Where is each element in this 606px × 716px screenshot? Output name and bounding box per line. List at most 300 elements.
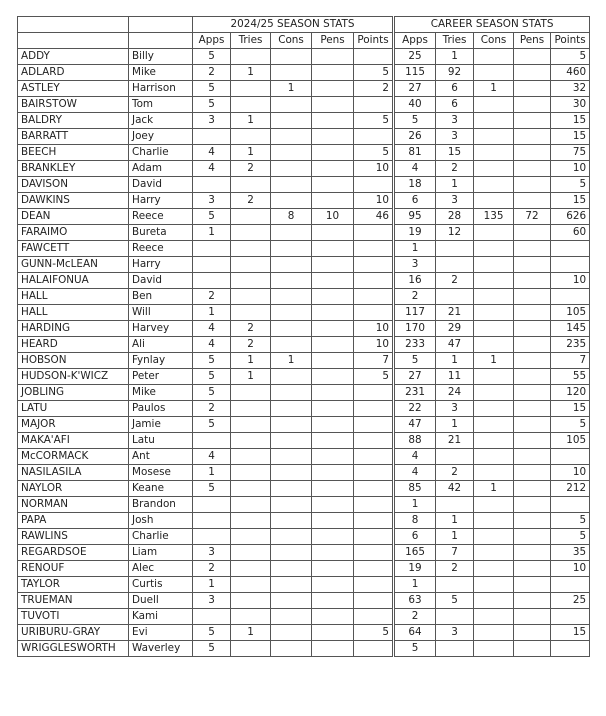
career-cons-cell [474,577,514,593]
career-cons-cell [474,337,514,353]
season-tries-cell [231,225,271,241]
season-points-cell [354,577,394,593]
career-apps-cell: 5 [394,353,436,369]
season-pens-header: Pens [312,33,354,49]
career-tries-cell [436,577,474,593]
season-cons-cell [271,449,312,465]
season-tries-cell [231,449,271,465]
player-row [18,545,590,561]
season-apps-cell [193,177,231,193]
season-cons-cell [271,113,312,129]
player-row [18,609,590,625]
career-apps-cell: 4 [394,161,436,177]
career-apps-cell: 64 [394,625,436,641]
season-points-cell [354,289,394,305]
career-tries-cell: 1 [436,529,474,545]
career-cons-cell [474,497,514,513]
player-surname: BRANKLEY [18,161,129,177]
career-points-cell: 5 [551,513,590,529]
player-surname: PAPA [18,513,129,529]
career-pens-cell [514,145,551,161]
season-points-cell [354,641,394,657]
career-points-cell: 145 [551,321,590,337]
season-tries-cell: 1 [231,145,271,161]
career-pens-cell [514,433,551,449]
career-apps-cell: 26 [394,129,436,145]
season-apps-cell: 5 [193,49,231,65]
career-points-cell: 10 [551,273,590,289]
career-tries-cell: 3 [436,401,474,417]
season-apps-cell: 1 [193,305,231,321]
season-pens-cell [312,401,354,417]
season-pens-cell [312,145,354,161]
season-pens-cell [312,193,354,209]
career-apps-cell: 85 [394,481,436,497]
career-points-cell: 15 [551,625,590,641]
season-points-cell [354,225,394,241]
career-apps-cell: 5 [394,113,436,129]
season-points-cell [354,497,394,513]
season-tries-cell [231,593,271,609]
player-first-name: Peter [129,369,193,385]
career-apps-cell: 27 [394,369,436,385]
career-points-cell [551,241,590,257]
career-cons-cell [474,113,514,129]
player-first-name: Bureta [129,225,193,241]
season-apps-cell [193,257,231,273]
player-surname: McCORMACK [18,449,129,465]
season-cons-cell [271,369,312,385]
career-points-cell: 5 [551,177,590,193]
season-tries-cell [231,81,271,97]
career-pens-cell [514,321,551,337]
blank-header-cell [129,17,193,33]
season-tries-cell [231,529,271,545]
blank-header-cell [129,33,193,49]
career-pens-cell [514,65,551,81]
player-first-name: Jack [129,113,193,129]
career-points-cell: 15 [551,193,590,209]
player-first-name: Jamie [129,417,193,433]
player-first-name: Fynlay [129,353,193,369]
blank-header-cell [18,17,129,33]
season-points-cell: 5 [354,625,394,641]
career-cons-cell [474,513,514,529]
career-pens-cell [514,273,551,289]
career-tries-cell: 6 [436,97,474,113]
season-pens-cell [312,273,354,289]
player-surname: NAYLOR [18,481,129,497]
career-cons-cell [474,65,514,81]
player-first-name: Harrison [129,81,193,97]
season-points-cell [354,465,394,481]
player-row [18,577,590,593]
season-cons-cell [271,129,312,145]
career-apps-cell: 27 [394,81,436,97]
season-tries-cell [231,401,271,417]
career-tries-cell [436,241,474,257]
career-points-cell [551,641,590,657]
career-cons-cell [474,417,514,433]
season-tries-cell [231,97,271,113]
career-points-cell [551,257,590,273]
player-row [18,625,590,641]
season-pens-cell [312,529,354,545]
season-points-cell [354,241,394,257]
career-pens-cell [514,97,551,113]
career-points-cell: 60 [551,225,590,241]
career-apps-cell: 5 [394,641,436,657]
season-points-cell: 10 [354,321,394,337]
season-tries-header: Tries [231,33,271,49]
career-tries-cell: 1 [436,417,474,433]
season-tries-cell [231,417,271,433]
season-points-cell [354,417,394,433]
season-tries-cell [231,241,271,257]
season-points-cell [354,545,394,561]
player-row [18,273,590,289]
season-points-cell [354,305,394,321]
career-pens-cell [514,497,551,513]
season-points-cell [354,385,394,401]
career-tries-cell: 1 [436,513,474,529]
career-points-cell: 105 [551,305,590,321]
career-apps-cell: 6 [394,193,436,209]
career-points-cell: 15 [551,129,590,145]
player-first-name: David [129,177,193,193]
player-first-name: Joey [129,129,193,145]
season-pens-cell [312,641,354,657]
player-surname: JOBLING [18,385,129,401]
career-cons-cell [474,97,514,113]
season-apps-cell [193,241,231,257]
season-pens-cell [312,353,354,369]
career-tries-cell: 1 [436,49,474,65]
season-tries-cell: 1 [231,113,271,129]
career-points-cell [551,289,590,305]
career-apps-cell: 19 [394,225,436,241]
career-points-cell [551,449,590,465]
season-pens-cell [312,129,354,145]
season-cons-cell [271,97,312,113]
season-points-cell: 10 [354,337,394,353]
season-cons-cell [271,193,312,209]
career-apps-cell: 2 [394,289,436,305]
season-points-cell [354,49,394,65]
career-pens-cell [514,177,551,193]
season-apps-cell: 1 [193,465,231,481]
career-pens-cell [514,305,551,321]
season-pens-cell [312,385,354,401]
career-tries-cell: 5 [436,593,474,609]
career-cons-cell [474,161,514,177]
column-header-row [18,33,590,49]
career-tries-cell: 21 [436,305,474,321]
player-surname: HALAIFONUA [18,273,129,289]
season-apps-cell: 5 [193,481,231,497]
career-apps-cell: 231 [394,385,436,401]
season-tries-cell: 1 [231,65,271,81]
career-points-header: Points [551,33,590,49]
season-cons-cell [271,625,312,641]
career-tries-cell: 2 [436,465,474,481]
player-first-name: Tom [129,97,193,113]
season-pens-cell [312,161,354,177]
player-first-name: Evi [129,625,193,641]
career-points-cell: 120 [551,385,590,401]
career-pens-cell [514,113,551,129]
season-apps-cell: 3 [193,113,231,129]
player-first-name: Brandon [129,497,193,513]
career-cons-cell [474,321,514,337]
career-points-cell: 105 [551,433,590,449]
season-cons-cell [271,513,312,529]
career-cons-cell: 1 [474,81,514,97]
career-pens-cell [514,49,551,65]
career-tries-cell: 1 [436,177,474,193]
player-surname: MAKA'AFI [18,433,129,449]
player-row [18,593,590,609]
career-cons-cell [474,433,514,449]
career-cons-cell [474,289,514,305]
player-row [18,65,590,81]
career-tries-cell: 2 [436,561,474,577]
season-cons-cell [271,577,312,593]
season-tries-cell [231,289,271,305]
player-first-name: Keane [129,481,193,497]
career-pens-cell [514,193,551,209]
season-apps-header: Apps [193,33,231,49]
career-pens-cell [514,417,551,433]
season-pens-cell [312,609,354,625]
season-apps-cell: 2 [193,561,231,577]
career-pens-cell [514,545,551,561]
player-row [18,177,590,193]
career-apps-cell: 19 [394,561,436,577]
season-points-cell [354,449,394,465]
season-cons-cell [271,161,312,177]
season-points-cell [354,97,394,113]
player-first-name: Josh [129,513,193,529]
player-row [18,369,590,385]
career-apps-cell: 4 [394,465,436,481]
career-points-cell [551,609,590,625]
career-pens-cell [514,129,551,145]
career-points-cell: 55 [551,369,590,385]
career-pens-cell [514,289,551,305]
season-pens-cell [312,81,354,97]
season-points-cell: 5 [354,145,394,161]
career-tries-cell: 7 [436,545,474,561]
career-points-cell: 15 [551,401,590,417]
player-row [18,401,590,417]
season-points-cell [354,177,394,193]
career-cons-cell [474,225,514,241]
player-surname: MAJOR [18,417,129,433]
season-cons-cell [271,641,312,657]
season-tries-cell: 1 [231,625,271,641]
career-cons-cell [474,273,514,289]
season-pens-cell [312,481,354,497]
career-points-cell: 460 [551,65,590,81]
career-tries-cell: 3 [436,193,474,209]
career-points-cell: 30 [551,97,590,113]
career-points-cell: 7 [551,353,590,369]
season-apps-cell: 5 [193,417,231,433]
career-cons-cell [474,369,514,385]
player-first-name: Harvey [129,321,193,337]
season-apps-cell [193,529,231,545]
career-points-cell: 626 [551,209,590,225]
player-row [18,529,590,545]
player-surname: URIBURU-GRAY [18,625,129,641]
career-pens-cell [514,577,551,593]
career-tries-cell: 2 [436,273,474,289]
season-tries-cell [231,209,271,225]
player-first-name: Ben [129,289,193,305]
season-cons-cell [271,241,312,257]
season-points-cell [354,401,394,417]
season-cons-cell [271,481,312,497]
career-tries-cell: 28 [436,209,474,225]
player-surname: HALL [18,289,129,305]
career-cons-cell [474,177,514,193]
career-cons-cell [474,529,514,545]
player-row [18,81,590,97]
career-apps-cell: 47 [394,417,436,433]
player-first-name: Charlie [129,145,193,161]
season-tries-cell [231,49,271,65]
season-tries-cell [231,465,271,481]
player-row [18,241,590,257]
player-surname: LATU [18,401,129,417]
player-surname: DAVISON [18,177,129,193]
season-apps-cell: 4 [193,145,231,161]
player-surname: GUNN-McLEAN [18,257,129,273]
player-row [18,353,590,369]
career-pens-cell: 72 [514,209,551,225]
player-first-name: Duell [129,593,193,609]
season-pens-cell [312,449,354,465]
season-apps-cell [193,129,231,145]
season-apps-cell: 4 [193,449,231,465]
career-pens-cell [514,241,551,257]
season-cons-cell: 1 [271,353,312,369]
career-apps-cell: 1 [394,497,436,513]
player-surname: TUVOTI [18,609,129,625]
player-surname: TRUEMAN [18,593,129,609]
player-row [18,193,590,209]
season-apps-cell: 5 [193,97,231,113]
season-points-cell [354,273,394,289]
season-apps-cell: 5 [193,353,231,369]
season-tries-cell: 1 [231,353,271,369]
career-cons-cell [474,49,514,65]
season-apps-cell: 2 [193,65,231,81]
season-pens-cell [312,289,354,305]
career-apps-cell: 22 [394,401,436,417]
career-cons-header: Cons [474,33,514,49]
career-points-cell [551,577,590,593]
season-apps-cell: 4 [193,321,231,337]
player-row [18,145,590,161]
season-cons-header: Cons [271,33,312,49]
season-cons-cell [271,561,312,577]
season-cons-cell [271,385,312,401]
player-first-name: Latu [129,433,193,449]
career-cons-cell [474,385,514,401]
season-apps-cell: 2 [193,401,231,417]
season-tries-cell: 2 [231,193,271,209]
player-row [18,289,590,305]
career-cons-cell [474,609,514,625]
season-tries-cell [231,545,271,561]
career-apps-cell: 117 [394,305,436,321]
career-tries-cell [436,449,474,465]
career-apps-cell: 81 [394,145,436,161]
career-pens-cell [514,385,551,401]
season-pens-cell [312,177,354,193]
player-surname: BEECH [18,145,129,161]
player-row [18,113,590,129]
season-tries-cell [231,481,271,497]
player-surname: REGARDSOE [18,545,129,561]
career-cons-cell: 135 [474,209,514,225]
season-pens-cell [312,625,354,641]
season-cons-cell [271,545,312,561]
player-surname: DEAN [18,209,129,225]
season-tries-cell [231,577,271,593]
season-pens-cell [312,337,354,353]
season-cons-cell [271,177,312,193]
career-tries-cell: 2 [436,161,474,177]
player-surname: ASTLEY [18,81,129,97]
player-surname: FARAIMO [18,225,129,241]
career-apps-cell: 8 [394,513,436,529]
player-first-name: Will [129,305,193,321]
player-surname: BAIRSTOW [18,97,129,113]
season-apps-cell [193,513,231,529]
career-points-cell: 10 [551,465,590,481]
player-surname: BARRATT [18,129,129,145]
career-pens-cell [514,161,551,177]
season-points-cell [354,593,394,609]
player-row [18,129,590,145]
career-tries-cell: 1 [436,353,474,369]
player-first-name: Charlie [129,529,193,545]
player-row [18,321,590,337]
season-points-cell: 2 [354,81,394,97]
season-points-cell [354,561,394,577]
player-first-name: Mike [129,385,193,401]
player-first-name: Adam [129,161,193,177]
player-row [18,97,590,113]
player-row [18,433,590,449]
player-surname: HARDING [18,321,129,337]
season-points-header: Points [354,33,394,49]
season-points-cell [354,609,394,625]
season-points-cell [354,433,394,449]
season-cons-cell: 1 [271,81,312,97]
career-tries-cell [436,609,474,625]
season-pens-cell [312,577,354,593]
career-apps-cell: 25 [394,49,436,65]
season-tries-cell [231,561,271,577]
player-surname: RAWLINS [18,529,129,545]
career-stats-title: CAREER SEASON STATS [394,17,590,33]
season-pens-cell [312,97,354,113]
player-surname: FAWCETT [18,241,129,257]
